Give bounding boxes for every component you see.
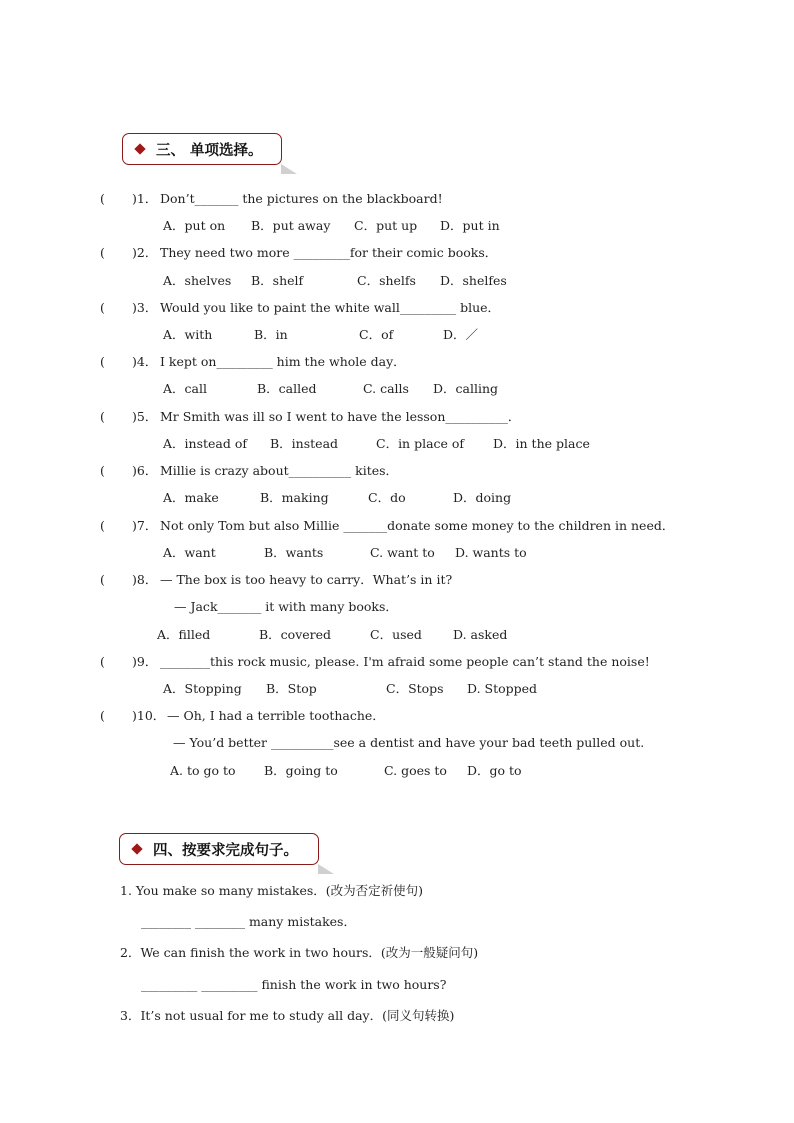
option-c[interactable]: C．of <box>359 327 394 342</box>
option-b[interactable]: B．shelf <box>251 273 304 288</box>
question-number: )10． <box>132 708 166 723</box>
answer-paren-open: ( <box>100 708 105 723</box>
option-c[interactable]: C．used <box>370 627 422 642</box>
section-4-title: 四、按要求完成句子。 <box>153 842 298 859</box>
option-b[interactable]: B．making <box>260 490 329 505</box>
option-a[interactable]: A．put on <box>163 218 226 233</box>
question-number: )2． <box>132 245 158 260</box>
question-stem-line2: — Jack_______ it with many books． <box>174 599 398 614</box>
question-stem: Don’t_______ the pictures on the blackboard! <box>160 191 443 206</box>
option-a[interactable]: A. to go to <box>170 763 236 778</box>
answer-paren-open: ( <box>100 300 105 315</box>
answer-paren-open: ( <box>100 572 105 587</box>
question-number: )8． <box>132 572 158 587</box>
section-3-header <box>122 133 282 165</box>
option-d[interactable]: D．／ <box>443 327 479 342</box>
option-d[interactable]: D．doing <box>453 490 512 505</box>
option-a[interactable]: A．filled <box>157 627 211 642</box>
option-a[interactable]: A．shelves <box>163 273 232 288</box>
rewrite-answer-2: _________ _________ finish the work in two hours? <box>141 977 447 992</box>
option-a[interactable]: A．instead of <box>163 436 247 451</box>
option-c[interactable]: C．Stops <box>386 681 444 696</box>
option-c[interactable]: C．do <box>368 490 406 505</box>
question-stem: I kept on_________ him the whole day． <box>160 354 406 369</box>
rewrite-answer-1: ________ ________ many mistakes． <box>141 914 356 929</box>
option-a[interactable]: A．call <box>163 381 207 396</box>
question-stem: — Oh, I had a terrible toothache． <box>167 708 385 723</box>
section-3-title: 三、 单项选择。 <box>156 142 263 159</box>
question-stem: ________this rock music, please. I'm afraid some people can’t stand the noise! <box>160 654 650 669</box>
question-stem-line2: — You’d better __________see a dentist and have your bad teeth pulled out. <box>173 735 645 750</box>
question-number: )7． <box>132 518 158 533</box>
option-b[interactable]: B．put away <box>251 218 331 233</box>
option-b[interactable]: B．going to <box>264 763 338 778</box>
option-c[interactable]: C. goes to <box>384 763 447 778</box>
option-d[interactable]: D. Stopped <box>467 681 538 696</box>
answer-paren-open: ( <box>100 409 105 424</box>
question-number: )1． <box>132 191 158 206</box>
option-b[interactable]: B．wants <box>264 545 324 560</box>
diamond-icon <box>131 843 142 854</box>
answer-paren-open: ( <box>100 354 105 369</box>
option-b[interactable]: B．Stop <box>266 681 317 696</box>
question-stem: Mr Smith was ill so I went to have the lesson__________． <box>160 409 521 424</box>
question-stem: They need two more _________for their comic books． <box>160 245 498 260</box>
question-stem: Millie is crazy about__________ kites． <box>160 463 399 478</box>
option-a[interactable]: A．with <box>163 327 213 342</box>
answer-paren-open: ( <box>100 463 105 478</box>
question-stem: — The box is too heavy to carry．What’s in it? <box>160 572 453 587</box>
option-b[interactable]: B．covered <box>259 627 332 642</box>
question-number: )4． <box>132 354 158 369</box>
option-d[interactable]: D. asked <box>453 627 508 642</box>
question-number: )3． <box>132 300 158 315</box>
question-stem: Would you like to paint the white wall_________ blue． <box>160 300 501 315</box>
rewrite-prompt-3: 3．It’s not usual for me to study all day．(同义句转换) <box>120 1008 455 1023</box>
diamond-icon <box>134 143 145 154</box>
option-b[interactable]: B．called <box>257 381 317 396</box>
option-b[interactable]: B．instead <box>270 436 339 451</box>
question-number: )5． <box>132 409 158 424</box>
answer-paren-open: ( <box>100 518 105 533</box>
option-c[interactable]: C. calls <box>363 381 409 396</box>
option-d[interactable]: D．in the place <box>493 436 590 451</box>
option-b[interactable]: B．in <box>254 327 288 342</box>
rewrite-prompt-2: 2．We can finish the work in two hours．(改为一般疑问句) <box>120 945 479 960</box>
option-d[interactable]: D. wants to <box>455 545 527 560</box>
option-d[interactable]: D．put in <box>440 218 500 233</box>
option-c[interactable]: C. want to <box>370 545 435 560</box>
option-d[interactable]: D．shelfes <box>440 273 507 288</box>
answer-paren-open: ( <box>100 191 105 206</box>
option-c[interactable]: C．put up <box>354 218 418 233</box>
section-4-header <box>119 833 319 865</box>
option-a[interactable]: A．want <box>163 545 216 560</box>
option-d[interactable]: D．go to <box>467 763 522 778</box>
question-stem: Not only Tom but also Millie _______donate some money to the children in need． <box>160 518 675 533</box>
question-number: )9． <box>132 654 158 669</box>
option-d[interactable]: D．calling <box>433 381 499 396</box>
answer-paren-open: ( <box>100 245 105 260</box>
option-a[interactable]: A．make <box>163 490 219 505</box>
answer-paren-open: ( <box>100 654 105 669</box>
option-c[interactable]: C．in place of <box>376 436 465 451</box>
option-c[interactable]: C．shelfs <box>357 273 416 288</box>
question-number: )6． <box>132 463 158 478</box>
rewrite-prompt-1: 1. You make so many mistakes．(改为否定祈使句) <box>120 883 424 898</box>
option-a[interactable]: A．Stopping <box>163 681 242 696</box>
